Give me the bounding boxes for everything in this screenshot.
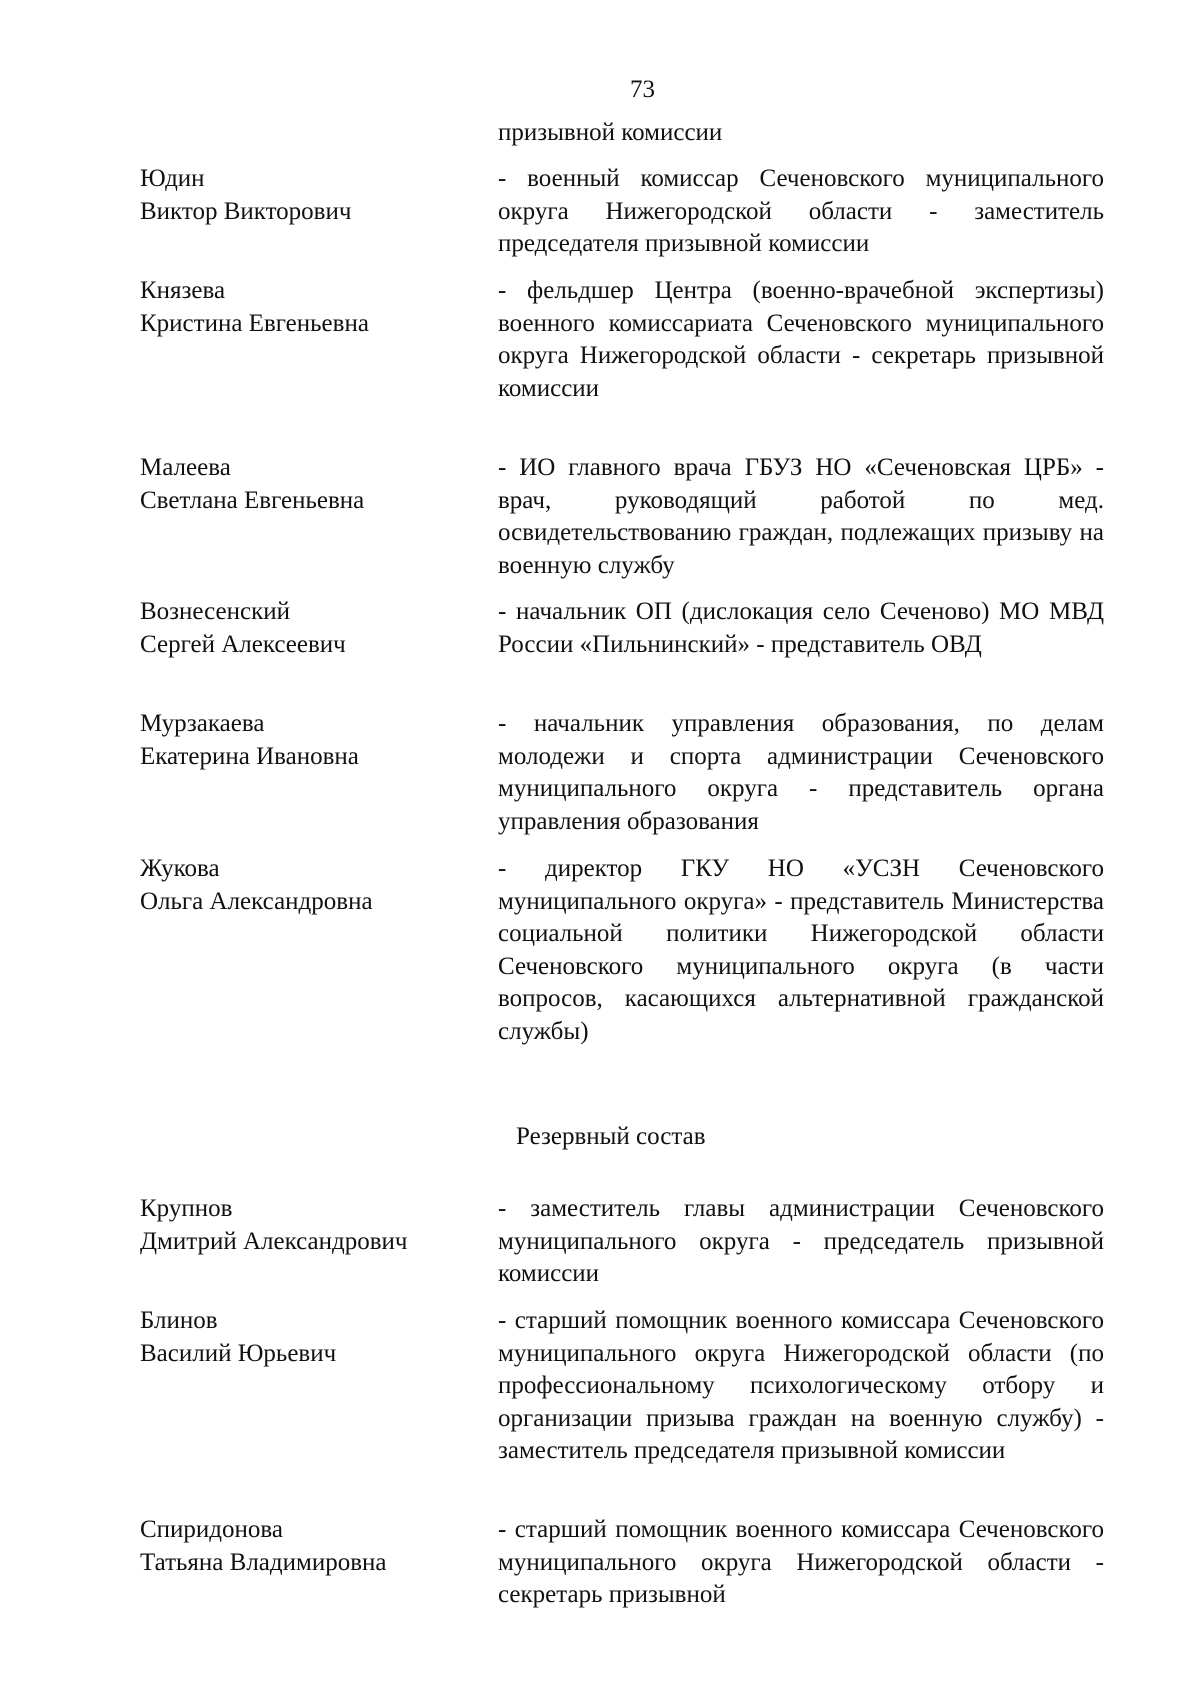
member-role: - старший помощник военного комиссара Сеченовского муниципального округа Нижегородской области (по профессиональному психологическому отбору и организации призыва граждан на военную службу) - заместитель председателя призывной комиссии	[498, 1307, 1104, 1464]
member-name	[140, 708, 498, 838]
continuation-text: призывной комиссии	[498, 119, 723, 146]
member-surname: Спиридонова	[140, 1516, 283, 1543]
member-surname: Жукова	[140, 855, 220, 882]
member-name	[140, 452, 498, 582]
member-entry	[140, 275, 1110, 405]
member-role: - старший помощник военного комиссара Сеченовского муниципального округа Нижегородской области - секретарь призывной	[498, 1516, 1104, 1608]
member-name	[140, 1305, 498, 1468]
member-role: - директор ГКУ НО «УСЗН Сеченовского муниципального округа» - представитель Министерства социальной политики Нижегородской области Сеченовского муниципального округа (в части вопросов, касающихся альтернативной гражданской службы)	[498, 855, 1104, 1045]
member-entry	[140, 452, 1110, 582]
member-role: - начальник ОП (дислокация село Сеченово) МО МВД России «Пильнинский» - представитель ОВД	[498, 598, 1104, 658]
member-surname: Вознесенский	[140, 598, 291, 625]
member-role: - заместитель главы администрации Сеченовского муниципального округа - председатель призывной комиссии	[498, 1195, 1104, 1287]
reserve-member-entry	[140, 1193, 1110, 1291]
member-given-names: Татьяна Владимировна	[140, 1548, 387, 1576]
member-name	[140, 596, 498, 661]
reserve-member-entry	[140, 1514, 1110, 1612]
member-given-names: Светлана Евгеньевна	[140, 486, 365, 514]
member-surname: Юдин	[140, 165, 205, 192]
member-given-names: Кристина Евгеньевна	[140, 309, 369, 337]
member-entry	[140, 853, 1110, 1048]
member-surname: Малеева	[140, 454, 231, 481]
member-surname: Мурзакаева	[140, 710, 265, 737]
member-entry	[140, 708, 1110, 838]
member-given-names: Ольга Александровна	[140, 887, 373, 915]
member-role: - военный комиссар Сеченовского муниципального округа Нижегородской области - заместитель председателя призывной комиссии	[498, 165, 1104, 257]
reserve-member-entry	[140, 1305, 1110, 1468]
member-role: - фельдшер Центра (военно-врачебной экспертизы) военного комиссариата Сеченовского муниципального округа Нижегородской области - секретарь призывной комиссии	[498, 277, 1104, 402]
member-surname: Крупнов	[140, 1195, 233, 1222]
member-surname: Князева	[140, 277, 226, 304]
member-surname: Блинов	[140, 1307, 218, 1334]
member-given-names: Дмитрий Александрович	[140, 1227, 408, 1255]
member-entry	[140, 163, 1110, 261]
reserve-section-heading: Резервный состав	[516, 1123, 706, 1150]
member-given-names: Василий Юрьевич	[140, 1339, 337, 1367]
member-given-names: Екатерина Ивановна	[140, 742, 359, 770]
member-name	[140, 163, 498, 261]
member-role: - начальник управления образования, по делам молодежи и спорта администрации Сеченовского муниципального округа - представитель органа управления образования	[498, 710, 1104, 835]
member-role: - ИО главного врача ГБУЗ НО «Сеченовская ЦРБ» - врач, руководящий работой по мед. освидетельствованию граждан, подлежащих призыву на военную службу	[498, 454, 1104, 579]
member-given-names: Сергей Алексеевич	[140, 630, 346, 658]
page-number: 73	[630, 76, 655, 103]
member-name	[140, 1193, 498, 1291]
member-entry	[140, 596, 1110, 661]
member-given-names: Виктор Викторович	[140, 197, 352, 225]
member-name	[140, 853, 498, 1048]
member-name	[140, 275, 498, 405]
member-name	[140, 1514, 498, 1612]
